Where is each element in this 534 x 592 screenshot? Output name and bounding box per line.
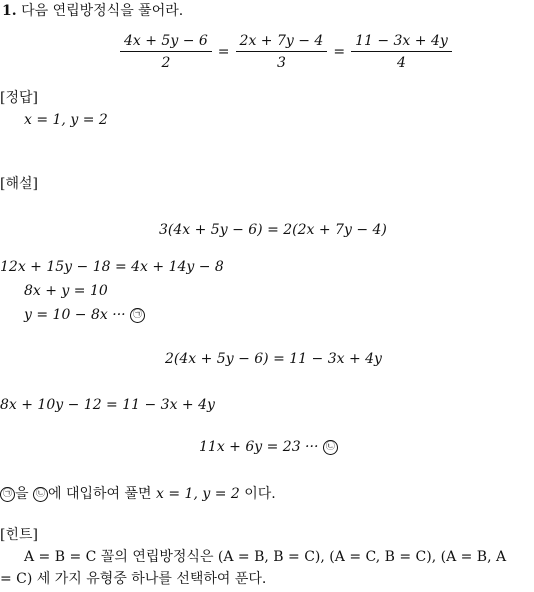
solution-line-1: 3(4x + 5y − 6) = 2(2x + 7y − 4)	[159, 222, 387, 238]
problem-text: 다음 연립방정식을 풀어라.	[21, 3, 184, 19]
hint-text: A = B = C 꼴의 연립방정식은 (A = B, B = C), (A = C, B = C), (A = B, A = C) 세 가지 유형중 하나를 선택하여 푼다.	[0, 549, 507, 587]
fraction-1: $\frac{4x + 5y - 6}{2}$	[120, 33, 212, 71]
answer-value: x = 1, y = 2	[24, 112, 108, 128]
solution-line-3: 8x + y = 10	[24, 283, 108, 299]
solution-line-7: 11x + 6y = 23 ··· ㉡	[199, 439, 338, 455]
fraction-2: $\frac{2x + 7y - 4}{3}$	[236, 33, 328, 71]
solution-line-4: y = 10 − 8x ··· ㉠	[24, 307, 145, 323]
solution-heading: [해설]	[0, 176, 38, 192]
problem-number: 1.	[2, 3, 17, 19]
problem-header	[2, 0, 183, 20]
fraction-3: $\frac{11 - 3x + 4y}{4}$	[351, 33, 452, 71]
solution-line-5: 2(4x + 5y − 6) = 11 − 3x + 4y	[165, 351, 382, 367]
problem-equation: $\frac{4x + 5y - 6}{2}$ = $\frac{2x + 7y - 4}{3}$ = $\frac{11 - 3x + 4y}{4}$	[120, 33, 452, 71]
hint-heading: [힌트]	[0, 527, 38, 543]
solution-line-6: 8x + 10y − 12 = 11 − 3x + 4y	[0, 397, 215, 413]
answer-heading: [정답]	[0, 90, 38, 106]
solution-conclusion: ㉠ 을 ㉡ 에 대입하여 풀면 x = 1, y = 2 이다.	[0, 483, 276, 503]
circled-marker-2: ㉡	[323, 440, 338, 455]
circled-marker-1: ㉠	[130, 308, 145, 323]
solution-line-2: 12x + 15y − 18 = 4x + 14y − 8	[0, 259, 224, 275]
